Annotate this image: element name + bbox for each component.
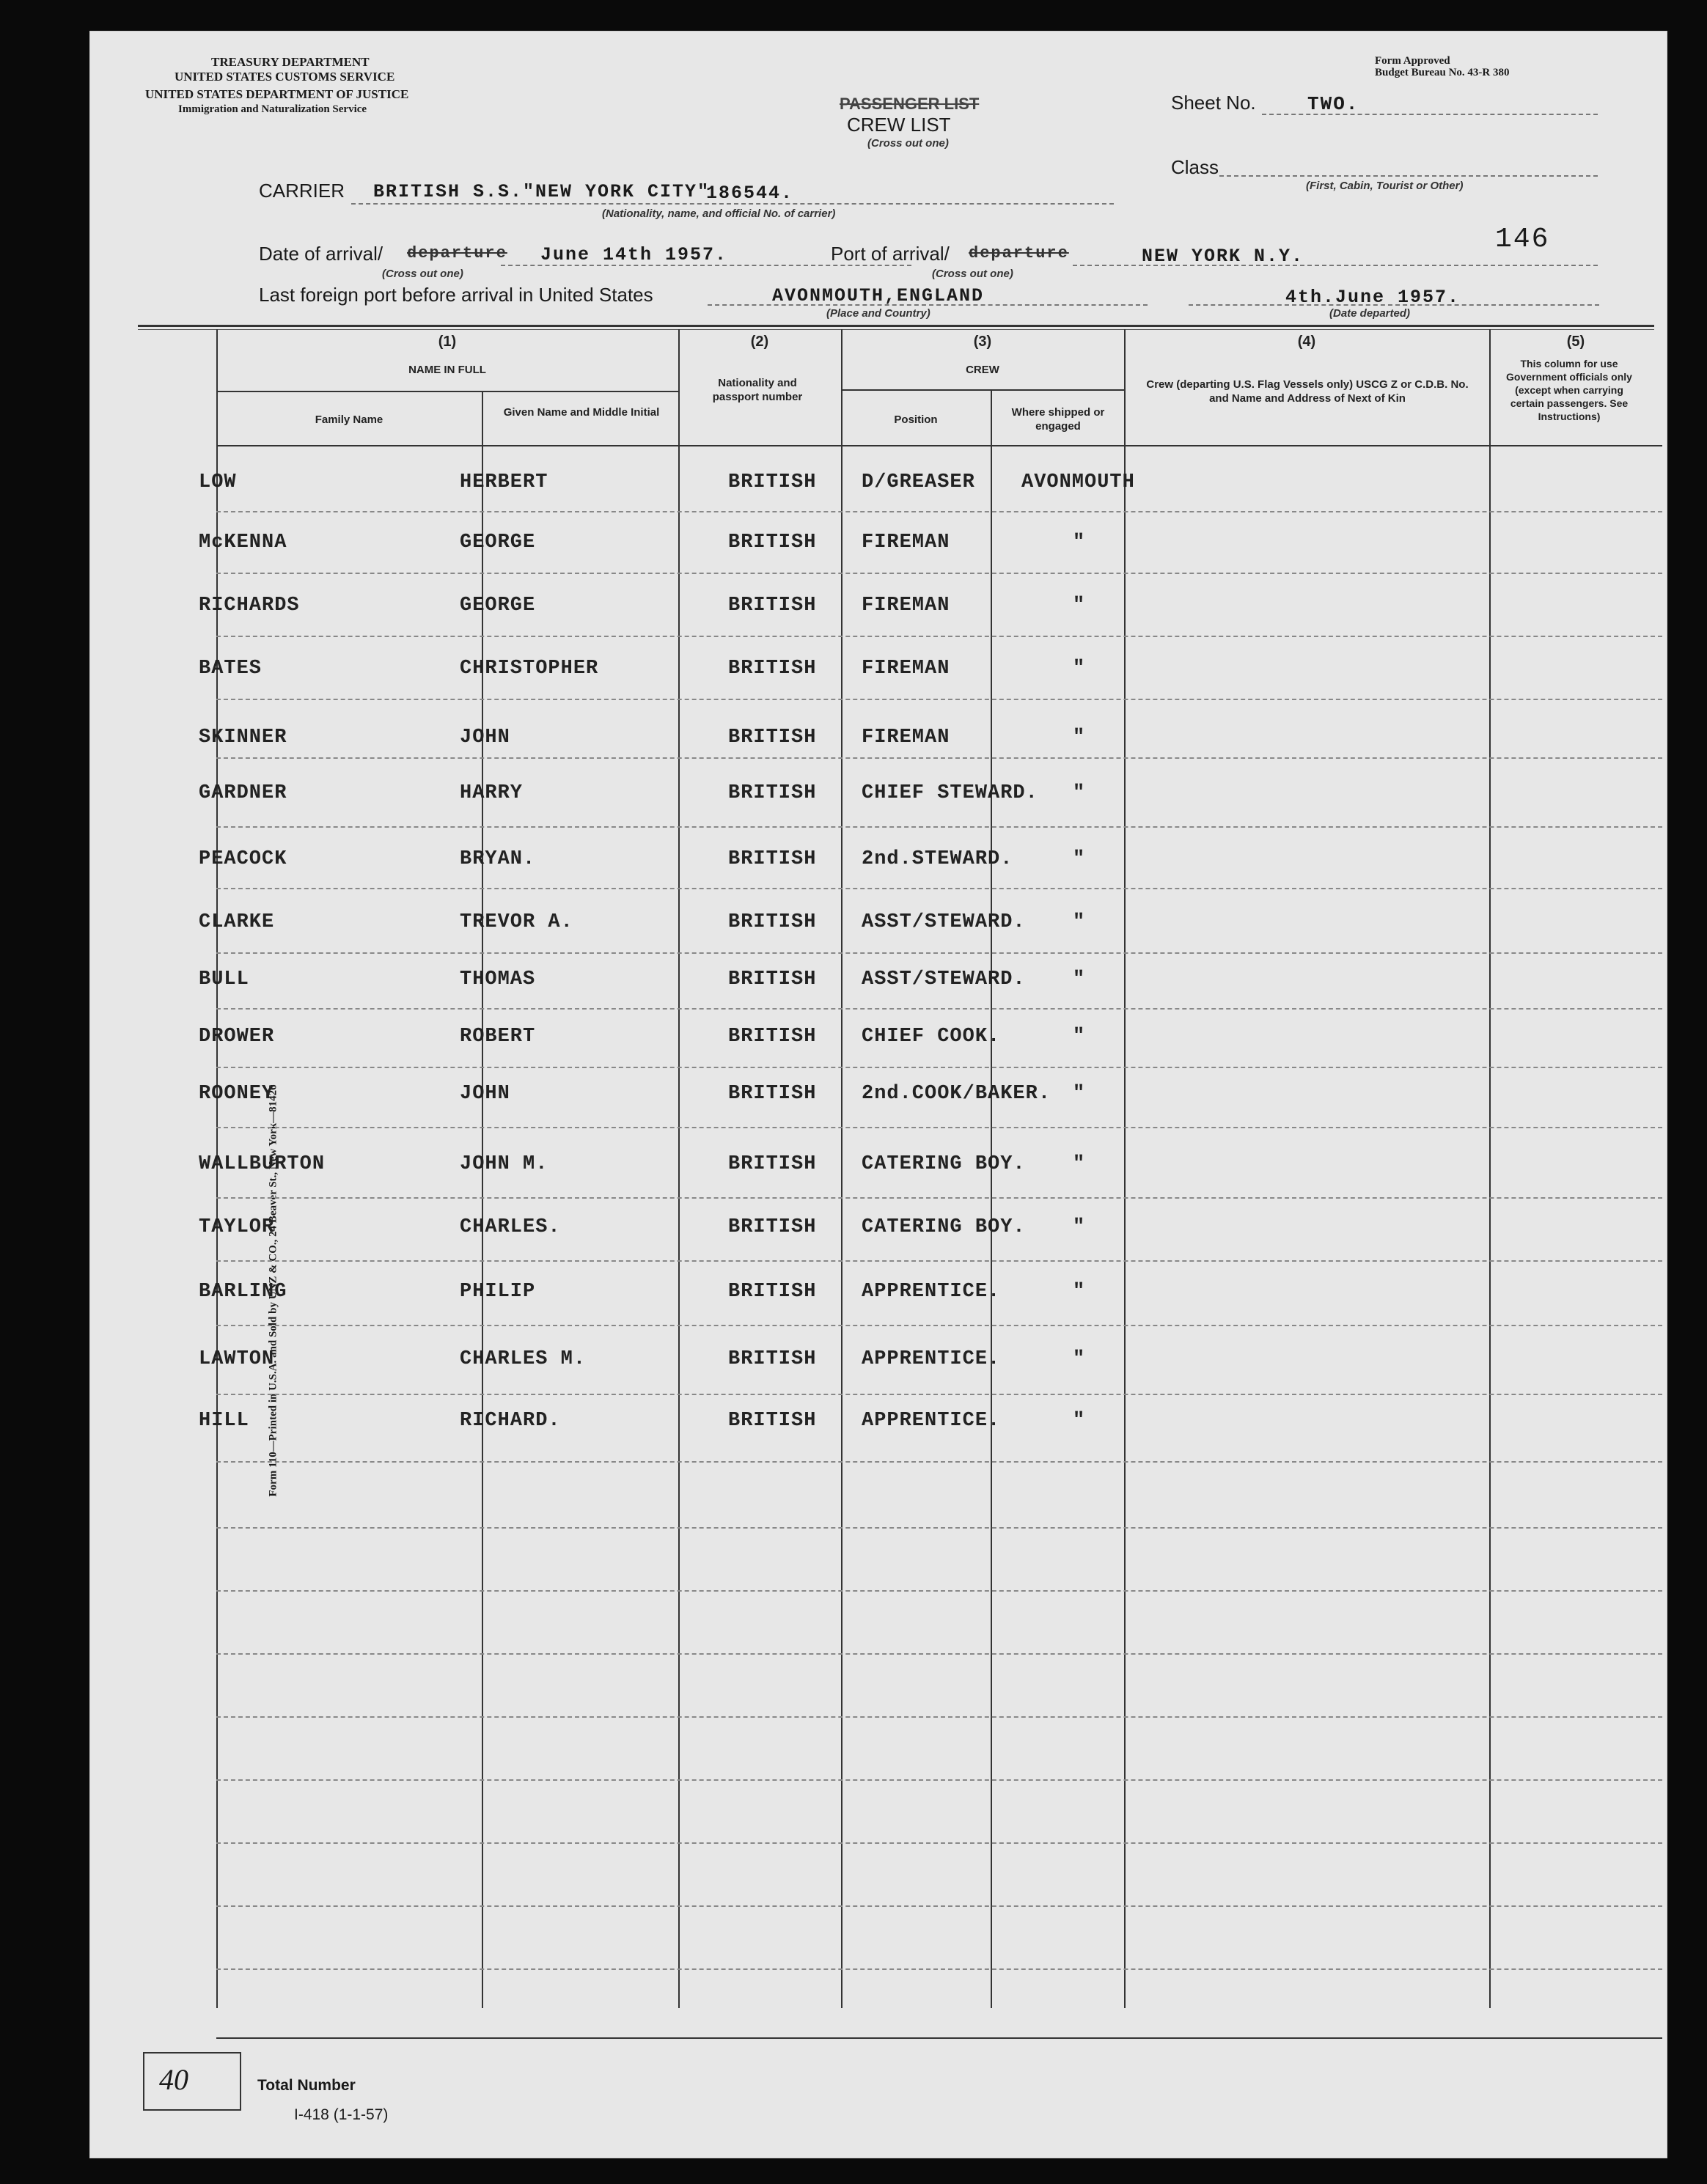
given-name-cell: PHILIP	[460, 1281, 536, 1303]
ruled-line	[216, 1842, 1662, 1844]
given-name-cell: CHARLES M.	[460, 1348, 587, 1370]
ruled-line	[216, 1527, 1662, 1529]
nationality-cell: BRITISH	[728, 1026, 817, 1048]
shipped-header: Where shipped or engaged	[1011, 406, 1105, 433]
ruled-line	[216, 826, 1662, 828]
ruled-line	[216, 636, 1662, 637]
position-cell: CHIEF COOK.	[862, 1026, 1001, 1048]
port-value: NEW YORK N.Y.	[1142, 246, 1304, 267]
where-shipped-cell: "	[1073, 782, 1086, 804]
total-value: 40	[159, 2063, 188, 2096]
ruled-line	[216, 511, 1662, 512]
given-name-cell: ROBERT	[460, 1026, 536, 1048]
family-name-cell: PEACOCK	[199, 848, 287, 870]
col1-number: (1)	[438, 334, 457, 350]
class-label: Class	[1171, 156, 1219, 178]
port-label: Port of arrival/	[831, 243, 950, 265]
ruled-line	[216, 1653, 1662, 1655]
ruled-line	[216, 1779, 1662, 1781]
ruled-line	[216, 1590, 1662, 1592]
position-cell: 2nd.COOK/BAKER.	[862, 1083, 1051, 1105]
given-name-cell: CHRISTOPHER	[460, 658, 599, 680]
col2-number: (2)	[750, 334, 769, 350]
family-name-cell: SKINNER	[199, 727, 287, 749]
nationality-cell: BRITISH	[728, 911, 817, 933]
where-shipped-cell: AVONMOUTH	[1021, 471, 1135, 493]
where-shipped-cell: "	[1073, 1216, 1086, 1238]
nationality-cell: BRITISH	[728, 848, 817, 870]
given-name-cell: GEORGE	[460, 532, 536, 554]
ruled-line	[216, 573, 1662, 574]
dept-customs: UNITED STATES CUSTOMS SERVICE	[175, 70, 395, 84]
nationality-cell: BRITISH	[728, 471, 817, 493]
ruled-line	[216, 1968, 1662, 1970]
family-name-cell: LAWTON	[199, 1348, 275, 1370]
where-shipped-cell: "	[1073, 1083, 1086, 1105]
position-cell: FIREMAN	[862, 532, 950, 554]
where-shipped-cell: "	[1073, 1281, 1086, 1303]
position-cell: FIREMAN	[862, 658, 950, 680]
given-name-cell: BRYAN.	[460, 848, 536, 870]
dept-treasury: TREASURY DEPARTMENT	[211, 55, 370, 69]
family-name-cell: HILL	[199, 1410, 249, 1432]
form-code: I-418 (1-1-57)	[294, 2106, 389, 2123]
carrier-value: BRITISH S.S."NEW YORK CITY"	[373, 181, 711, 202]
where-shipped-cell: "	[1073, 911, 1086, 933]
ruled-line	[216, 757, 1662, 759]
date-caption: (Cross out one)	[382, 268, 463, 280]
ruled-line	[216, 1461, 1662, 1463]
given-name-cell: GEORGE	[460, 595, 536, 617]
given-name-cell: HARRY	[460, 782, 524, 804]
col5-title: This column for use Government officials only (except when carrying certain passengers. See Instructions)	[1506, 358, 1632, 422]
position-header: Position	[894, 413, 938, 426]
position-cell: APPRENTICE.	[862, 1281, 1001, 1303]
last-port-caption: (Place and Country)	[826, 307, 930, 320]
last-port-value: AVONMOUTH,ENGLAND	[772, 285, 985, 306]
given-name-header: Given Name and Middle Initial	[503, 406, 660, 419]
carrier-caption: (Nationality, name, and official No. of carrier)	[602, 207, 836, 220]
ruled-line	[216, 699, 1662, 700]
nationality-cell: BRITISH	[728, 782, 817, 804]
position-cell: CATERING BOY.	[862, 1216, 1026, 1238]
family-name-cell: BARLING	[199, 1281, 287, 1303]
port-caption: (Cross out one)	[932, 268, 1013, 280]
date-label: Date of arrival/	[259, 243, 383, 265]
position-cell: APPRENTICE.	[862, 1348, 1001, 1370]
family-name-cell: ROONEY	[199, 1083, 275, 1105]
family-name-cell: BULL	[199, 968, 249, 990]
position-cell: D/GREASER	[862, 471, 975, 493]
ruled-line	[216, 1127, 1662, 1128]
nationality-cell: BRITISH	[728, 1348, 817, 1370]
ruled-line	[216, 1260, 1662, 1262]
given-name-cell: JOHN M.	[460, 1153, 548, 1175]
ruled-line	[216, 888, 1662, 889]
ruled-line	[216, 1325, 1662, 1326]
title-caption: (Cross out one)	[867, 137, 949, 150]
where-shipped-cell: "	[1073, 1410, 1086, 1432]
date-struck: departure	[407, 244, 507, 262]
where-shipped-cell: "	[1073, 1153, 1086, 1175]
where-shipped-cell: "	[1073, 658, 1086, 680]
col3-title: CREW	[966, 364, 999, 376]
family-name-cell: CLARKE	[199, 911, 275, 933]
given-name-cell: JOHN	[460, 727, 510, 749]
ruled-line	[216, 1716, 1662, 1718]
family-name-header: Family Name	[315, 413, 383, 426]
form-approved: Form Approved	[1375, 55, 1450, 67]
family-name-cell: McKENNA	[199, 532, 287, 554]
ruled-line	[216, 1905, 1662, 1907]
family-name-cell: WALLBURTON	[199, 1153, 326, 1175]
nationality-cell: BRITISH	[728, 1153, 817, 1175]
crew-list-form	[89, 31, 1667, 2158]
where-shipped-cell: "	[1073, 595, 1086, 617]
total-label: Total Number	[257, 2077, 356, 2094]
sheet-label: Sheet No.	[1171, 92, 1256, 114]
col3-number: (3)	[973, 334, 992, 350]
dept-justice: UNITED STATES DEPARTMENT OF JUSTICE	[145, 87, 409, 101]
family-name-cell: BATES	[199, 658, 263, 680]
page-number: 146	[1495, 224, 1550, 255]
total-box	[143, 2052, 241, 2111]
budget-bureau: Budget Bureau No. 43-R 380	[1375, 67, 1510, 78]
given-name-cell: RICHARD.	[460, 1410, 561, 1432]
where-shipped-cell: "	[1073, 532, 1086, 554]
nationality-cell: BRITISH	[728, 532, 817, 554]
nationality-cell: BRITISH	[728, 968, 817, 990]
col4-title: Crew (departing U.S. Flag Vessels only) USCG Z or C.D.B. No. and Name and Address of Next of Kin	[1146, 378, 1469, 405]
position-cell: FIREMAN	[862, 595, 950, 617]
dept-ins: Immigration and Naturalization Service	[178, 103, 367, 115]
nationality-cell: BRITISH	[728, 658, 817, 680]
sheet-value: TWO.	[1307, 93, 1359, 115]
class-caption: (First, Cabin, Tourist or Other)	[1306, 180, 1464, 192]
given-name-cell: THOMAS	[460, 968, 536, 990]
col2-title: Nationality and passport number	[712, 377, 803, 403]
given-name-cell: HERBERT	[460, 471, 548, 493]
ruled-line	[216, 1394, 1662, 1395]
position-cell: FIREMAN	[862, 727, 950, 749]
nationality-cell: BRITISH	[728, 727, 817, 749]
family-name-cell: LOW	[199, 471, 237, 493]
col1-title: NAME IN FULL	[408, 364, 486, 376]
departed-caption: (Date departed)	[1329, 307, 1411, 320]
where-shipped-cell: "	[1073, 1026, 1086, 1048]
position-cell: CHIEF STEWARD.	[862, 782, 1038, 804]
family-name-cell: GARDNER	[199, 782, 287, 804]
nationality-cell: BRITISH	[728, 1281, 817, 1303]
family-name-cell: DROWER	[199, 1026, 275, 1048]
family-name-cell: TAYLOR	[199, 1216, 275, 1238]
position-cell: APPRENTICE.	[862, 1410, 1001, 1432]
ruled-line	[216, 1197, 1662, 1199]
position-cell: ASST/STEWARD.	[862, 911, 1026, 933]
family-name-cell: RICHARDS	[199, 595, 300, 617]
departed-value: 4th.June 1957.	[1285, 287, 1461, 308]
given-name-cell: TREVOR A.	[460, 911, 573, 933]
table-top-rule	[138, 325, 1654, 327]
position-cell: ASST/STEWARD.	[862, 968, 1026, 990]
nationality-cell: BRITISH	[728, 1216, 817, 1238]
given-name-cell: CHARLES.	[460, 1216, 561, 1238]
ruled-line	[216, 952, 1662, 954]
last-port-label: Last foreign port before arrival in United States	[259, 284, 653, 306]
ruled-line	[216, 1067, 1662, 1068]
where-shipped-cell: "	[1073, 848, 1086, 870]
position-cell: CATERING BOY.	[862, 1153, 1026, 1175]
nationality-cell: BRITISH	[728, 595, 817, 617]
passenger-list-struck: PASSENGER LIST	[840, 95, 980, 113]
port-struck: departure	[969, 244, 1069, 262]
col5-number: (5)	[1566, 334, 1585, 350]
position-cell: 2nd.STEWARD.	[862, 848, 1013, 870]
ruled-line	[216, 1008, 1662, 1010]
nationality-cell: BRITISH	[728, 1410, 817, 1432]
given-name-cell: JOHN	[460, 1083, 510, 1105]
carrier-number: 186544.	[706, 183, 794, 204]
where-shipped-cell: "	[1073, 727, 1086, 749]
where-shipped-cell: "	[1073, 1348, 1086, 1370]
carrier-label: CARRIER	[259, 180, 345, 202]
date-value: June 14th 1957.	[540, 244, 728, 265]
where-shipped-cell: "	[1073, 968, 1086, 990]
col4-number: (4)	[1297, 334, 1316, 350]
crew-list-title: CREW LIST	[847, 114, 951, 136]
printer-imprint: Form 110—Printed in U.S.A. and Sold by UNZ & CO., 24 Beaver St., New York—81426	[267, 1084, 279, 1497]
nationality-cell: BRITISH	[728, 1083, 817, 1105]
